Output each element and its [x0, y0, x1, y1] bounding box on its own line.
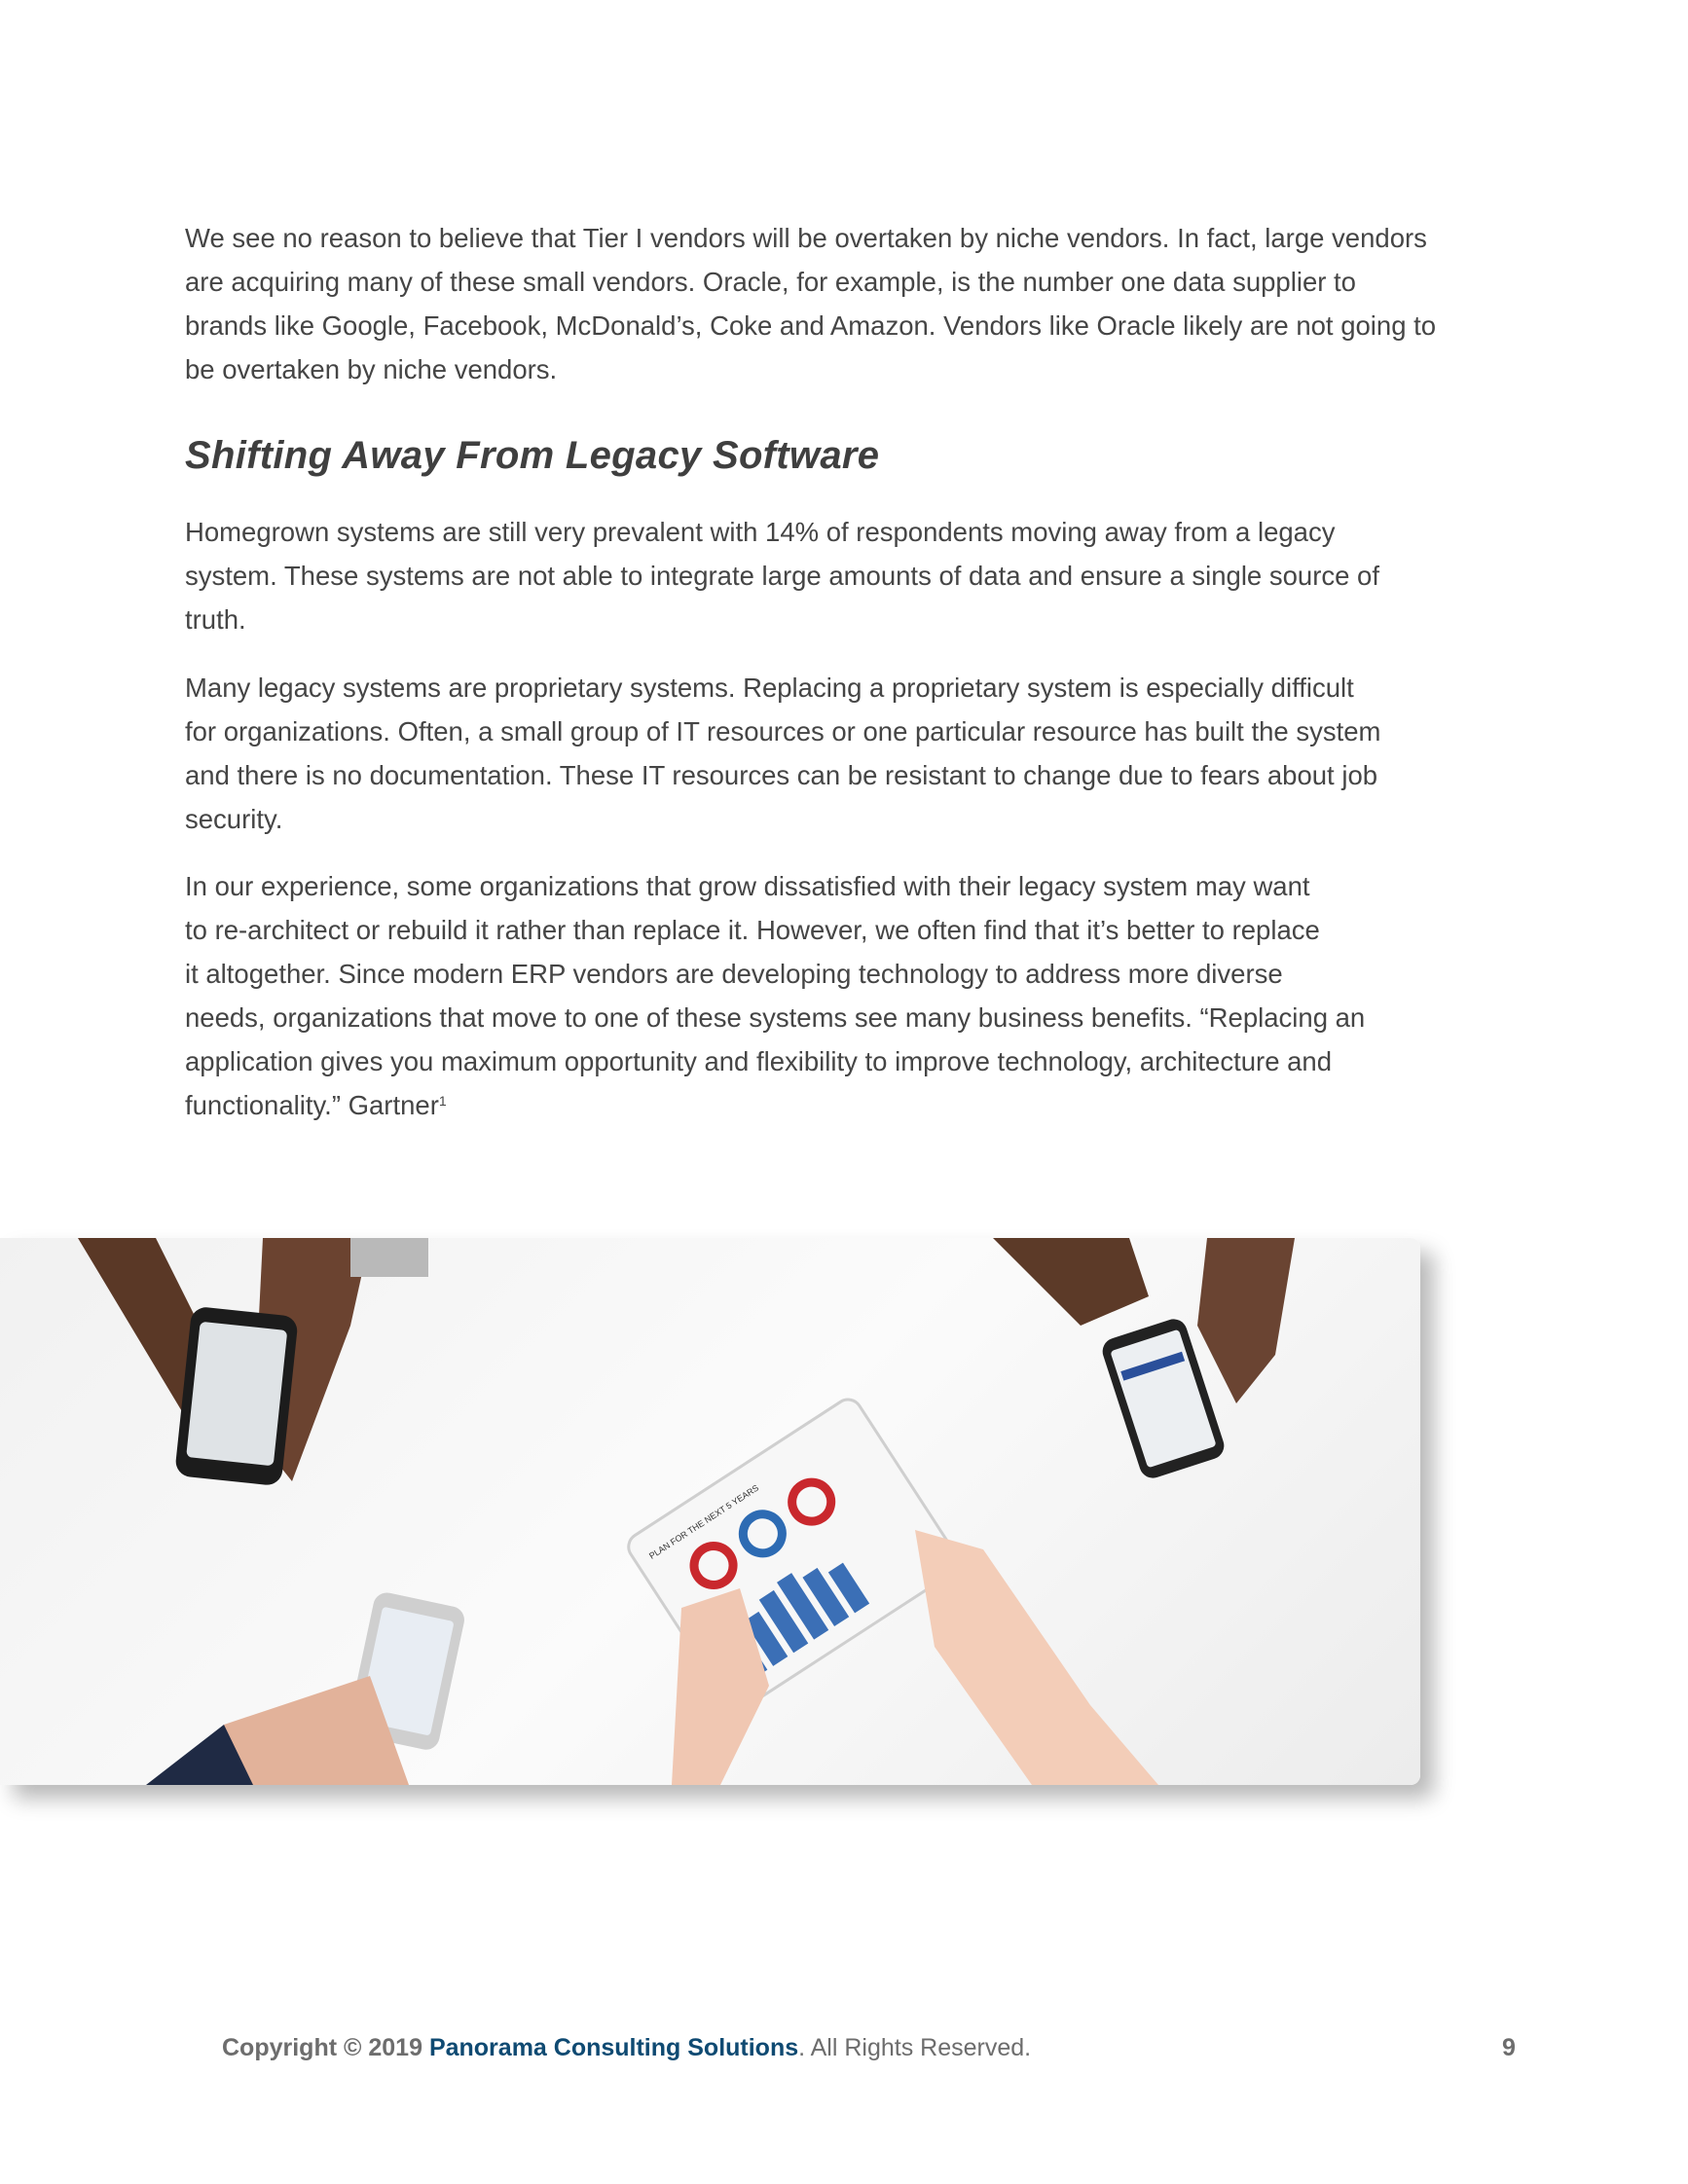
text-line: Homegrown systems are still very prevalent with 14% of respondents moving away from a legacy [185, 517, 1336, 547]
intro-paragraph [185, 216, 1528, 391]
text-line: needs, organizations that move to one of these systems see many business benefits. “Replacing an [185, 1002, 1366, 1033]
text-line: application gives you maximum opportunity and flexibility to improve technology, architecture and [185, 1046, 1333, 1076]
text-line: Many legacy systems are proprietary systems. Replacing a proprietary system is especially difficult [185, 673, 1354, 703]
text-line: In our experience, some organizations that grow dissatisfied with their legacy system may want [185, 871, 1310, 901]
text-line: are acquiring many of these small vendors. Oracle, for example, is the number one data supplier to [185, 267, 1356, 297]
photo-illustration [0, 1238, 1420, 1785]
paragraph-experience [185, 864, 1528, 1127]
section-heading: Shifting Away From Legacy Software [185, 434, 880, 477]
paragraph-homegrown [185, 510, 1528, 641]
copyright-text: Copyright © 2019 [222, 2034, 422, 2061]
tablet-title: PLAN FOR THE NEXT 5 YEARS [646, 1482, 761, 1561]
text-line: it altogether. Since modern ERP vendors are developing technology to address more diverse [185, 959, 1283, 989]
text-line: to re-architect or rebuild it rather than replace it. However, we often find that it’s better to replace [185, 915, 1320, 945]
text-fragment: functionality.” Gartner [185, 1090, 439, 1120]
text-line [185, 1083, 1528, 1127]
footnote-marker: 1 [438, 1093, 447, 1109]
brand-name: Panorama Consulting Solutions [428, 2034, 799, 2061]
rights-text: . All Rights Reserved. [798, 2034, 1032, 2061]
page-number: 9 [1502, 2034, 1516, 2061]
paragraph-proprietary [185, 666, 1528, 841]
business-devices-photo [0, 1238, 1420, 1785]
text-line: system. These systems are not able to integrate large amounts of data and ensure a single source of [185, 561, 1379, 591]
text-line: and there is no documentation. These IT resources can be resistant to change due to fears about job [185, 760, 1378, 790]
text-line: security. [185, 804, 283, 834]
tablet [623, 1395, 963, 1715]
text-line: be overtaken by niche vendors. [185, 354, 558, 384]
text-line: brands like Google, Facebook, McDonald’s, Coke and Amazon. Vendors like Oracle likely are not going to [185, 310, 1437, 341]
text-line: We see no reason to believe that Tier I vendors will be overtaken by niche vendors. In fact, large vendors [185, 223, 1427, 253]
text-line: for organizations. Often, a small group of IT resources or one particular resource has built the system [185, 716, 1381, 746]
text-line: truth. [185, 604, 246, 635]
footer-copyright [222, 2034, 1031, 2062]
